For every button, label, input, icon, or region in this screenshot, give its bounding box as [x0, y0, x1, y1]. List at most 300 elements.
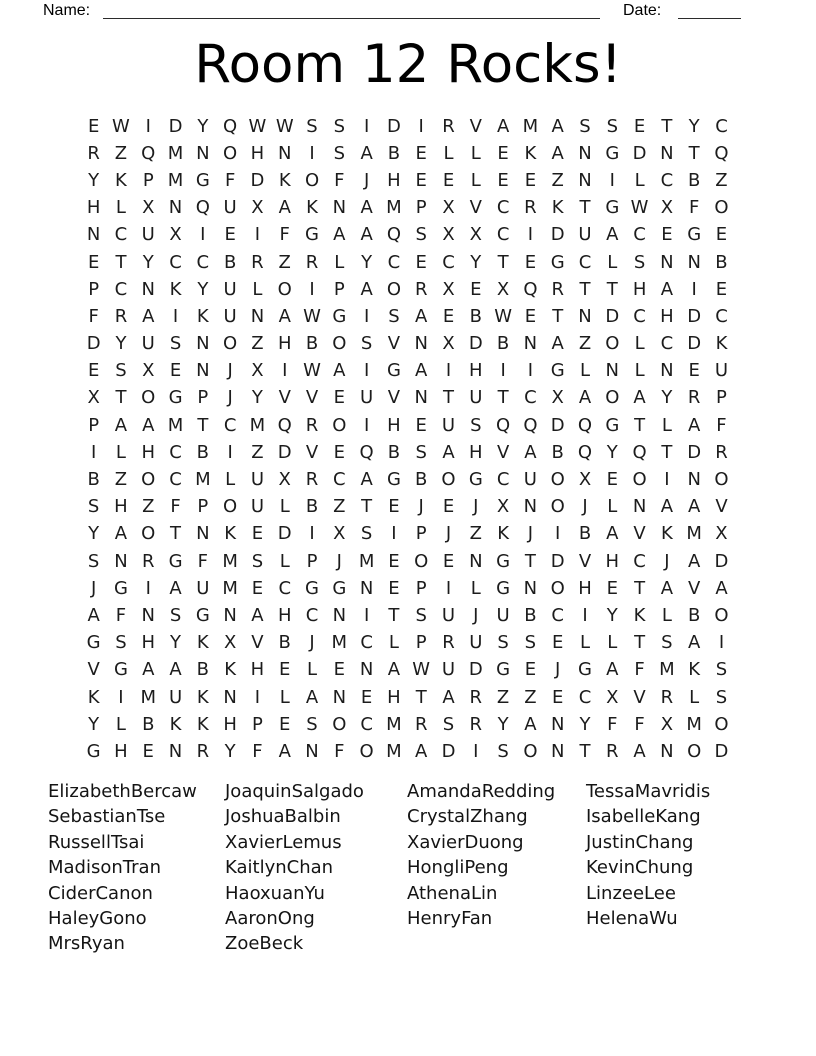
grid-letter: X [223, 632, 237, 654]
grid-letter: E [524, 659, 537, 681]
grid-letter: G [550, 251, 565, 273]
grid-letter: V [278, 387, 291, 409]
grid-letter: U [250, 469, 265, 491]
grid-letter: B [578, 523, 592, 545]
grid-letter: C [360, 713, 373, 735]
grid-letter: E [333, 387, 345, 409]
grid-letter: G [305, 577, 319, 599]
grid-letter: J [309, 632, 315, 654]
word-list-item: CiderCanon [48, 882, 153, 904]
grid-letter: N [660, 740, 674, 762]
grid-letter: S [661, 632, 673, 654]
grid-letter: W [248, 115, 267, 137]
grid-letter: V [469, 197, 482, 219]
grid-letter: Y [88, 169, 100, 191]
grid-letter: Z [278, 251, 291, 273]
grid-letter: X [442, 224, 455, 246]
grid-letter: H [114, 496, 128, 518]
grid-letter: H [250, 142, 265, 164]
grid-letter: G [86, 740, 101, 762]
grid-letter: K [169, 278, 182, 300]
grid-letter: P [415, 197, 427, 219]
grid-letter: E [715, 224, 728, 246]
grid-letter: T [497, 251, 509, 273]
grid-letter: L [607, 632, 618, 654]
word-list-column [48, 779, 197, 957]
grid-letter: E [442, 550, 455, 572]
grid-letter: C [578, 251, 592, 273]
grid-letter: F [334, 169, 345, 191]
grid-letter: N [86, 224, 101, 246]
grid-letter: I [609, 169, 615, 191]
grid-letter: E [279, 659, 291, 681]
word-list-item: TessaMavridis [586, 781, 711, 802]
grid-letter: J [664, 550, 670, 572]
grid-letter: Y [497, 713, 509, 735]
word-list-item: HaoxuanYu [225, 882, 325, 904]
grid-letter: Q [523, 414, 538, 436]
grid-letter: C [169, 441, 182, 463]
grid-letter: U [496, 604, 510, 626]
grid-letter: U [196, 577, 210, 599]
grid-letter: D [714, 550, 729, 572]
grid-letter: F [252, 740, 263, 762]
grid-letter: K [87, 686, 100, 708]
word-list-item: AmandaRedding [407, 781, 556, 802]
grid-letter: O [386, 278, 401, 300]
grid-letter: T [115, 387, 127, 409]
grid-letter: P [88, 414, 100, 436]
grid-letter: I [172, 305, 179, 327]
word-list-item: LinzeeLee [586, 882, 676, 904]
grid-letter: P [197, 496, 209, 518]
grid-letter: Q [277, 414, 292, 436]
grid-letter: O [714, 604, 729, 626]
grid-letter: X [142, 197, 155, 219]
grid-letter: Q [577, 414, 593, 436]
grid-letter: U [141, 224, 155, 246]
grid-letter: S [715, 686, 728, 708]
grid-letter: H [114, 740, 128, 762]
grid-letter: H [223, 713, 237, 735]
grid-letter: P [415, 577, 427, 599]
grid-letter: N [414, 333, 428, 355]
grid-letter: V [87, 659, 100, 681]
grid-letter: W [412, 659, 431, 681]
grid-letter: N [332, 197, 347, 219]
grid-letter: I [363, 604, 370, 626]
grid-letter: O [605, 333, 620, 355]
grid-letter: B [278, 632, 291, 654]
grid-letter: Z [715, 169, 728, 191]
grid-letter: A [633, 740, 646, 762]
grid-letter: L [661, 414, 672, 436]
grid-letter: P [252, 713, 263, 735]
grid-letter: C [169, 469, 182, 491]
grid-letter: E [388, 550, 400, 572]
grid-letter: A [114, 523, 128, 545]
grid-letter: A [87, 604, 100, 626]
grid-letter: C [169, 251, 182, 273]
grid-letter: E [251, 523, 264, 545]
grid-letter: Y [197, 278, 209, 300]
grid-letter: X [496, 278, 510, 300]
grid-letter: N [359, 659, 374, 681]
grid-letter: P [333, 278, 345, 300]
grid-letter: A [524, 441, 537, 463]
grid-letter: B [196, 659, 210, 681]
grid-letter: B [223, 251, 237, 273]
grid-letter: Y [142, 251, 154, 273]
date-label: Date: [623, 2, 662, 19]
grid-letter: D [550, 224, 565, 246]
grid-letter: B [496, 333, 510, 355]
grid-letter: N [305, 740, 319, 762]
grid-letter: W [303, 305, 321, 327]
grid-letter: E [333, 441, 345, 463]
grid-letter: V [496, 441, 510, 463]
grid-letter: F [170, 496, 181, 518]
grid-letter: A [551, 142, 564, 164]
grid-letter: I [527, 224, 534, 246]
grid-letter: R [469, 686, 483, 708]
grid-letter: D [168, 115, 183, 137]
grid-letter: Y [470, 251, 482, 273]
grid-letter: K [196, 305, 209, 327]
grid-letter: I [664, 469, 670, 491]
grid-letter: J [527, 523, 534, 545]
grid-letter: K [524, 142, 537, 164]
grid-letter: T [388, 604, 400, 626]
grid-letter: A [360, 224, 373, 246]
grid-letter: Z [333, 496, 346, 518]
grid-letter: A [688, 496, 701, 518]
grid-letter: E [442, 169, 455, 191]
grid-letter: T [197, 414, 209, 436]
grid-letter: Q [523, 278, 538, 300]
grid-letter: T [606, 278, 618, 300]
grid-letter: V [387, 333, 401, 355]
grid-letter: I [309, 523, 315, 545]
word-list-column [225, 779, 364, 957]
grid-letter: J [445, 523, 452, 545]
grid-letter: Y [115, 333, 127, 355]
grid-letter: O [441, 469, 456, 491]
grid-letter: Y [170, 632, 182, 654]
grid-letter: C [114, 278, 128, 300]
grid-letter: A [578, 387, 592, 409]
grid-letter: G [195, 169, 210, 191]
grid-letter: N [414, 387, 428, 409]
grid-letter: N [660, 360, 674, 382]
grid-letter: O [223, 496, 238, 518]
word-list-item: CrystalZhang [407, 806, 528, 828]
grid-letter: E [87, 360, 100, 382]
grid-letter: D [86, 333, 101, 355]
grid-letter: S [415, 224, 427, 246]
grid-letter: I [309, 142, 315, 164]
grid-letter: S [169, 604, 182, 626]
grid-letter: W [112, 115, 130, 137]
grid-letter: M [195, 469, 211, 491]
grid-letter: G [468, 469, 483, 491]
grid-letter: N [196, 142, 210, 164]
grid-letter: E [524, 305, 537, 327]
grid-letter: Q [714, 142, 729, 164]
grid-letter: A [442, 686, 455, 708]
grid-letter: L [634, 333, 645, 355]
page-title: Room 12 Rocks! [194, 34, 622, 95]
grid-letter: D [468, 659, 483, 681]
grid-letter: Y [361, 251, 373, 273]
grid-letter: R [87, 142, 100, 164]
grid-letter: R [524, 197, 537, 219]
grid-letter: Z [496, 686, 510, 708]
grid-letter: C [633, 305, 646, 327]
grid-letter: Z [114, 469, 128, 491]
grid-letter: M [331, 632, 348, 654]
grid-letter: H [469, 441, 483, 463]
grid-letter: B [305, 496, 319, 518]
grid-letter: I [418, 115, 424, 137]
grid-letter: C [442, 251, 455, 273]
grid-letter: R [687, 387, 701, 409]
grid-letter: A [660, 278, 674, 300]
grid-letter: P [88, 278, 100, 300]
grid-letter: G [386, 360, 401, 382]
grid-letter: R [414, 713, 428, 735]
grid-letter: Y [197, 115, 209, 137]
grid-letter: S [715, 659, 728, 681]
word-list-item: XavierDuong [407, 831, 524, 853]
grid-letter: A [278, 197, 291, 219]
grid-letter: E [388, 496, 400, 518]
grid-letter: L [607, 251, 618, 273]
grid-letter: T [497, 387, 509, 409]
grid-letter: K [115, 169, 127, 191]
grid-letter: R [442, 115, 455, 137]
grid-letter: L [388, 632, 399, 654]
grid-letter: X [660, 197, 674, 219]
grid-letter: J [363, 169, 370, 191]
grid-letter: R [305, 251, 319, 273]
grid-letter: A [688, 550, 701, 572]
grid-letter: X [442, 278, 455, 300]
grid-letter: G [168, 550, 183, 572]
grid-letter: F [279, 224, 290, 246]
grid-letter: D [550, 414, 565, 436]
grid-letter: L [115, 197, 126, 219]
grid-letter: M [167, 169, 184, 191]
grid-letter: X [660, 713, 674, 735]
grid-letter: K [306, 197, 318, 219]
grid-letter: V [578, 550, 592, 572]
grid-letter: Z [469, 523, 482, 545]
grid-letter: S [306, 713, 318, 735]
grid-letter: F [634, 659, 645, 681]
grid-letter: M [686, 713, 702, 735]
grid-letter: A [606, 523, 619, 545]
grid-letter: E [87, 251, 100, 273]
grid-letter: P [142, 169, 154, 191]
grid-letter: I [90, 441, 97, 463]
grid-letter: T [170, 523, 182, 545]
grid-letter: K [551, 197, 564, 219]
grid-letter: D [687, 305, 702, 327]
grid-letter: V [715, 496, 728, 518]
grid-letter: H [141, 441, 156, 463]
grid-letter: H [469, 360, 483, 382]
grid-letter: U [360, 387, 374, 409]
grid-letter: B [142, 713, 155, 735]
grid-letter: N [687, 251, 701, 273]
grid-letter: A [387, 659, 401, 681]
grid-letter: A [415, 360, 428, 382]
grid-letter: M [386, 197, 402, 219]
grid-letter: G [496, 659, 511, 681]
grid-letter: U [441, 659, 456, 681]
grid-letter: G [605, 197, 620, 219]
grid-letter: E [497, 169, 509, 191]
grid-letter: N [359, 577, 374, 599]
grid-letter: X [169, 224, 182, 246]
grid-letter: L [634, 169, 645, 191]
grid-letter: E [470, 278, 482, 300]
word-list-item: KaitlynChan [225, 857, 334, 879]
grid-letter: Z [114, 142, 128, 164]
grid-letter: E [633, 115, 646, 137]
grid-letter: I [200, 224, 206, 246]
grid-letter: N [168, 197, 183, 219]
grid-letter: A [415, 305, 428, 327]
grid-letter: O [714, 197, 729, 219]
grid-letter: N [332, 686, 347, 708]
grid-letter: A [660, 496, 674, 518]
grid-letter: U [141, 333, 155, 355]
word-list-item: JustinChang [586, 831, 694, 853]
grid-letter: O [714, 469, 729, 491]
grid-letter: U [578, 224, 592, 246]
grid-letter: O [223, 333, 238, 355]
grid-letter: A [142, 659, 155, 681]
grid-letter: M [386, 740, 402, 762]
grid-letter: I [227, 441, 233, 463]
grid-letter: X [251, 360, 264, 382]
grid-letter: S [360, 523, 373, 545]
grid-letter: N [550, 713, 565, 735]
grid-letter: O [332, 414, 347, 436]
grid-letter: X [333, 523, 346, 545]
grid-letter: F [197, 550, 209, 572]
grid-letter: G [578, 659, 592, 681]
grid-letter: S [497, 740, 509, 762]
word-list-item: HongliPeng [407, 857, 509, 879]
grid-letter: P [716, 387, 727, 409]
grid-letter: G [605, 142, 620, 164]
grid-letter: F [689, 197, 700, 219]
grid-letter: A [496, 115, 510, 137]
grid-letter: R [469, 713, 483, 735]
grid-letter: Y [251, 387, 263, 409]
grid-letter: J [418, 496, 424, 518]
grid-letter: M [386, 713, 402, 735]
grid-letter: M [522, 115, 539, 137]
grid-letter: F [334, 740, 345, 762]
grid-letter: J [473, 496, 479, 518]
grid-letter: C [305, 604, 319, 626]
grid-letter: U [168, 686, 183, 708]
grid-letter: R [606, 740, 619, 762]
grid-letter: V [469, 115, 482, 137]
word-search-grid [80, 113, 735, 766]
grid-letter: I [445, 577, 452, 599]
grid-letter: O [141, 523, 156, 545]
grid-letter: J [90, 577, 97, 599]
grid-letter: E [606, 577, 618, 599]
grid-letter: R [715, 441, 728, 463]
grid-letter: S [497, 632, 509, 654]
grid-letter: A [415, 740, 428, 762]
grid-letter: T [579, 197, 591, 219]
grid-letter: S [306, 115, 318, 137]
grid-letter: K [196, 632, 209, 654]
grid-letter: L [607, 496, 618, 518]
grid-letter: I [145, 115, 151, 137]
grid-letter: A [251, 604, 264, 626]
grid-letter: C [114, 224, 128, 246]
grid-letter: D [687, 333, 702, 355]
grid-letter: E [442, 305, 455, 327]
grid-letter: M [358, 550, 375, 572]
word-list-item: MadisonTran [48, 857, 161, 879]
grid-letter: E [661, 224, 673, 246]
grid-letter: M [659, 659, 675, 681]
grid-letter: T [443, 387, 454, 409]
grid-letter: R [551, 278, 564, 300]
grid-letter: O [332, 713, 347, 735]
grid-letter: V [387, 387, 401, 409]
grid-letter: H [141, 632, 156, 654]
grid-letter: U [469, 387, 483, 409]
grid-letter: U [223, 278, 237, 300]
grid-letter: I [445, 360, 452, 382]
grid-letter: O [414, 550, 429, 572]
grid-letter: S [388, 305, 400, 327]
grid-letter: F [607, 713, 618, 735]
grid-letter: S [333, 115, 346, 137]
grid-letter: T [661, 441, 673, 463]
grid-letter: A [114, 414, 128, 436]
grid-letter: D [632, 142, 647, 164]
grid-letter: O [332, 333, 347, 355]
grid-letter: A [660, 577, 674, 599]
grid-letter: O [550, 496, 565, 518]
grid-letter: Q [496, 414, 511, 436]
grid-letter: R [114, 305, 128, 327]
grid-letter: N [578, 169, 592, 191]
grid-letter: K [224, 523, 237, 545]
grid-letter: M [167, 142, 184, 164]
name-blank-line [103, 1, 600, 19]
grid-letter: E [333, 659, 345, 681]
grid-letter: Z [578, 333, 592, 355]
grid-letter: I [254, 224, 261, 246]
grid-letter: F [716, 414, 727, 436]
grid-letter: K [688, 659, 701, 681]
grid-letter: B [688, 169, 701, 191]
grid-letter: E [415, 169, 427, 191]
grid-letter: A [360, 278, 373, 300]
